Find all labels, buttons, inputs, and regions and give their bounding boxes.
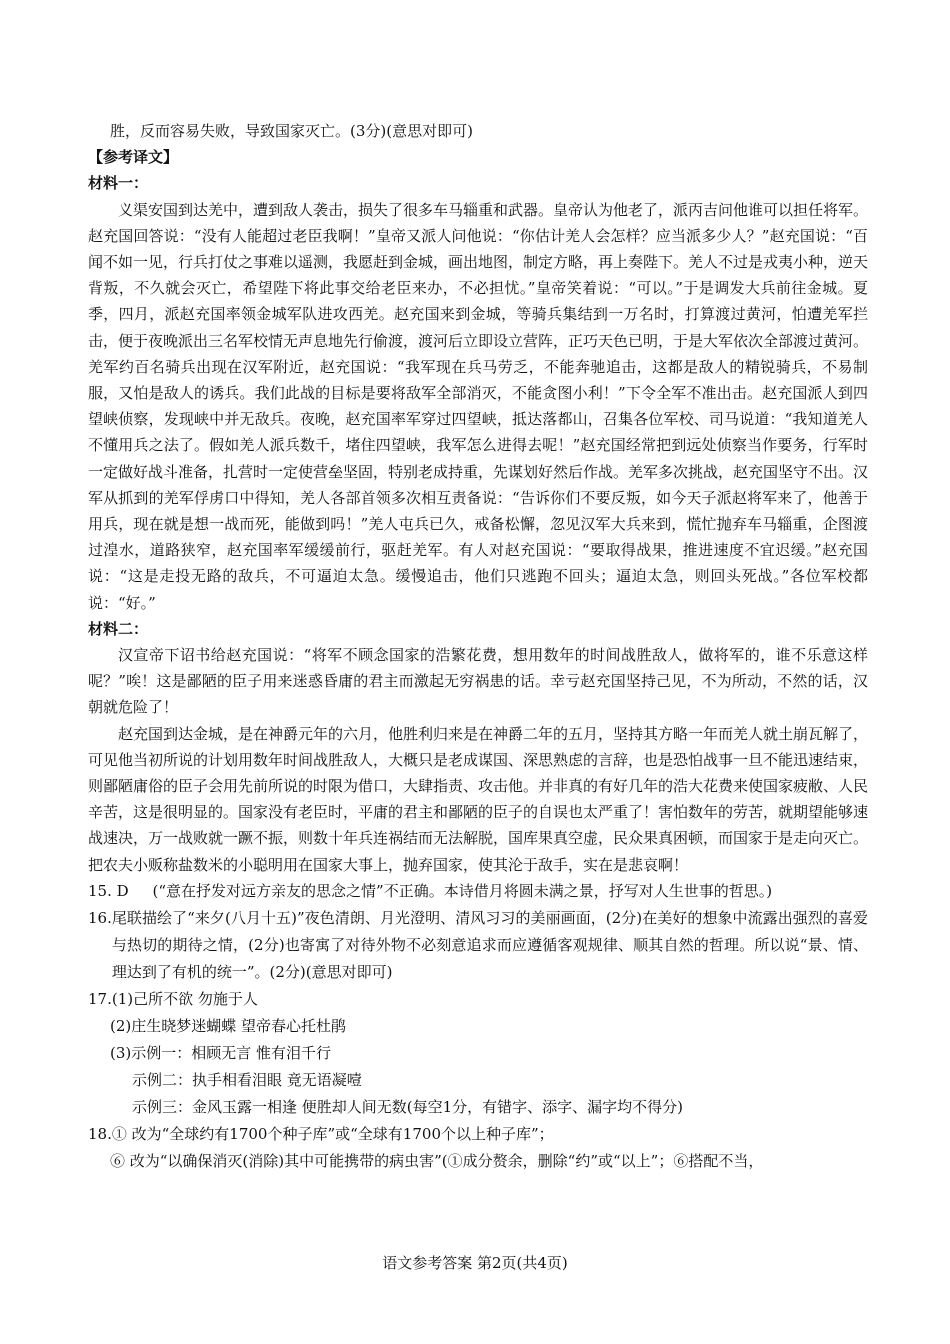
answer-18-item-1: ① 改为“全球约有1700个种子库”或“全球有1700个以上种子库”； — [111, 1124, 554, 1143]
material2-paragraph-1: 汉宣帝下诏书给赵充国说：“将军不顾念国家的浩繁花费，想用数年的时间战胜敌人，做将军的，谁不乐意这样呢？”唉！这是鄙陋的臣子用来迷惑昏庸的君主而激起无穷祸患的话。幸亏赵充国坚持己见，不为所动，不然的话，汉朝就危险了！ — [88, 646, 868, 717]
page-footer: 语文参考答案 第2页(共4页) — [382, 1254, 568, 1272]
material2-paragraph-2: 赵充国到达金城，是在神爵元年的六月，他胜利归来是在神爵二年的五月，坚持其方略一年而羌人就土崩瓦解了，可见他当初所说的计划用数年时间战胜敌人，大概只是老成谋国、深思熟虑的言辞，也是恐怕战事一旦不能迅速结束，则鄙陋庸俗的臣子会用先前所说的时限为借口，大肆指责、攻击他。并非真的有好几年的浩大花费来使国家疲敝、人民辛苦，这是很明显的。国家没有老臣时，平庸的君主和鄙陋的臣子的自误也太严重了！害怕数年的劳苦，就期望能够速战速决，万一战败就一蹶不振，则数十年兵连祸结而无法解脱，国库果真空虚，民众果真困顿，而国家于是走向灭亡。把农夫小贩称盐数米的小聪明用在国家大事上，抛弃国家，使其沦于敌手，实在是悲哀啊！ — [88, 724, 869, 874]
answer-17-item-1: (1)己所不欲 勿施于人 — [111, 989, 258, 1008]
material2-heading: 材料二： — [88, 619, 149, 638]
answer-18-item-2: ⑥ 改为“以确保消灭(消除)其中可能携带的病虫害”(①成分赘余，删除“约”或“以上”；⑥搭配不当， — [110, 1151, 764, 1170]
continued-line: 胜，反而容易失败，导致国家灭亡。(3分)(意思对即可) — [110, 122, 473, 140]
answer-15-number: 15. D — [88, 881, 129, 900]
answer-17 — [88, 986, 868, 1121]
answer-17-item-3: (3)示例一：相顾无言 惟有泪千行 — [110, 1043, 332, 1062]
answer-page — [88, 118, 868, 1175]
answer-15-text: (“意在抒发对远方亲友的思念之情”不正确。本诗借月将圆未满之景，抒写对人生世事的哲思。) — [152, 881, 773, 900]
answer-17-example-2: 示例二：执手相看泪眼 竟无语凝噎 — [132, 1070, 362, 1089]
section-translation-heading: 【参考译文】 — [88, 148, 179, 167]
answer-17-item-2: (2)庄生晓梦迷蝴蝶 望帝春心托杜鹃 — [110, 1016, 347, 1035]
answer-16 — [88, 905, 868, 986]
material1-heading: 材料一： — [88, 174, 149, 193]
answer-15 — [88, 878, 868, 905]
answer-17-example-3: 示例三：金风玉露一相逢 便胜却人间无数(每空1分，有错字、添字、漏字均不得分) — [132, 1097, 684, 1116]
answer-16-number: 16. — [88, 908, 112, 927]
answer-16-text: 尾联描绘了“来夕(八月十五)”夜色清朗、月光澄明、清风习习的美丽画面，(2分)在美好的想象中流露出强烈的喜爱与热切的期待之情，(2分)也寄寓了对待外物不必刻意追求而应遵循客观规律、顺其自然的哲理。所以说“景、情、理达到了有机的统一”。(2分)(意思对即可) — [111, 908, 868, 981]
answer-18 — [88, 1121, 868, 1175]
material1-text: 义渠安国到达羌中，遭到敌人袭击，损失了很多车马辎重和武器。皇帝认为他老了，派丙吉问他谁可以担任将军。赵充国回答说：“没有人能超过老臣我啊！”皇帝又派人问他说：“你估计羌人会怎样？应当派多少人？”赵充国说：“百闻不如一见，行兵打仗之事难以遥测，我愿赶到金城，画出地图，制定方略，再上奏陛下。羌人不过是戎夷小种，逆天背叛，不久就会灭亡，希望陛下将此事交给老臣来办，不必担忧。”皇帝笑着说：“可以。”于是调发大兵前往金城。夏季，四月，派赵充国率领金城军队进攻西羌。赵充国来到金城，等骑兵集结到一万名时，打算渡过黄河，怕遭羌军拦击，便于夜晚派出三名军校情无声息地先行偷渡，渡河后立即设立营阵，正巧天色已明，于是大军依次全部渡过黄河。羌军约百名骑兵出现在汉军附近，赵充国说：“我军现在兵马劳乏，不能奔驰追击，这都是敌人的精锐骑兵，不易制服，又怕是敌人的诱兵。我们此战的目标是要将敌军全部消灭，不能贪图小利！”下令全军不准出击。赵充国派人到四望峡侦察，发现峡中并无敌兵。夜晚，赵充国率军穿过四望峡，抵达落都山，召集各位军校、司马说道：“我知道羌人不懂用兵之法了。假如羌人派兵数千，堵住四望峡，我军怎么进得去呢！”赵充国经常把到远处侦察当作要务，行军时一定做好战斗准备，扎营时一定使营垒坚固，特别老成持重，先谋划好然后作战。羌军多次挑战，赵充国坚守不出。汉军从抓到的羌军俘虏口中得知，羌人各部首领多次相互责备说：“告诉你们不要反叛，如今天子派赵将军来了，他善于用兵，现在就是想一战而死，能做到吗！”羌人屯兵已久，戒备松懈，忽见汉军大兵来到，慌忙抛弃车马辎重，企图渡过湟水，道路狭窄，赵充国率军缓缓前行，驱赶羌军。有人对赵充国说：“要取得战果，推进速度不宜迟缓。”赵充国说：“这是走投无路的敌兵，不可逼迫太急。缓慢追击，他们只逃跑不回头；逼迫太急，则回头死战。”各位军校都说：“好。” — [88, 200, 869, 612]
answer-18-number: 18. — [88, 1124, 112, 1143]
answer-17-number: 17. — [88, 989, 112, 1008]
